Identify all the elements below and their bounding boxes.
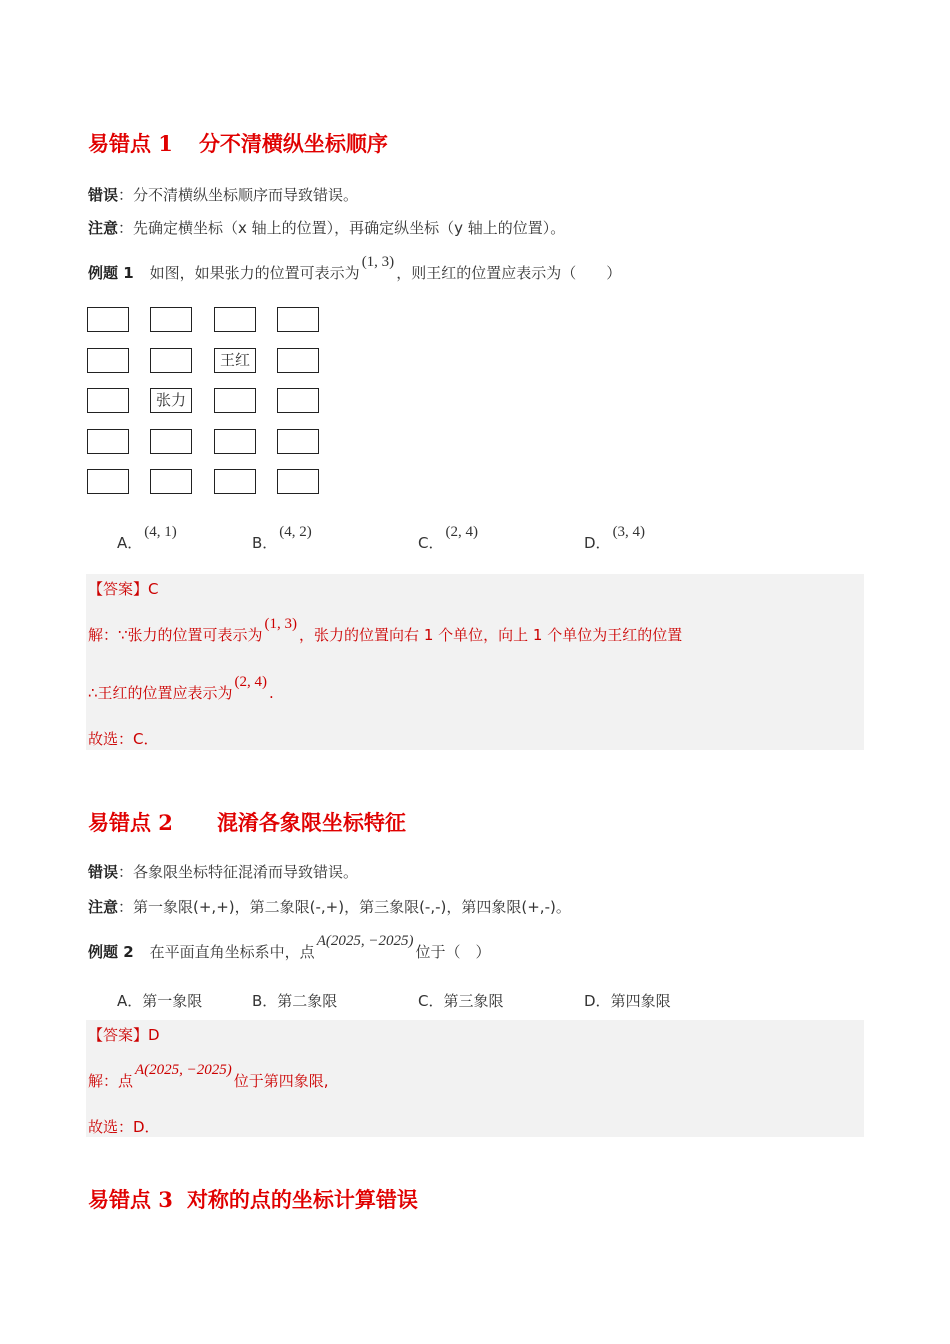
error-label: 错误 bbox=[88, 863, 119, 881]
option-value: (2, 4) bbox=[445, 524, 478, 540]
example-2-label: 例题 2 bbox=[88, 943, 134, 961]
option-a[interactable] bbox=[117, 990, 202, 1011]
section-3-heading-label: 易错点 3 bbox=[88, 1187, 173, 1212]
grid-seat bbox=[150, 348, 192, 373]
option-value: 第四象限 bbox=[610, 992, 671, 1010]
section-1-heading-title: 分不清横纵坐标顺序 bbox=[198, 131, 388, 156]
option-letter: B． bbox=[252, 534, 278, 552]
option-d[interactable] bbox=[584, 990, 671, 1011]
section-2-error-line bbox=[88, 861, 358, 882]
grid-seat bbox=[214, 307, 256, 332]
grid-seat bbox=[87, 307, 129, 332]
note-label: 注意 bbox=[88, 898, 119, 916]
grid-seat bbox=[214, 429, 256, 454]
option-value: (4, 2) bbox=[279, 524, 312, 540]
grid-seat bbox=[87, 429, 129, 454]
answer-2-tag: 【答案】D bbox=[88, 1026, 160, 1044]
solution-math: A(2025, −2025) bbox=[135, 1062, 232, 1078]
option-letter: C． bbox=[418, 992, 444, 1010]
grid-seat bbox=[87, 469, 129, 494]
section-2-heading-label: 易错点 2 bbox=[88, 810, 173, 835]
section-1-error-line bbox=[88, 184, 358, 205]
solution-text: ，张力的位置向右 1 个单位，向上 1 个单位为王红的位置 bbox=[299, 626, 683, 644]
grid-seat-zhang-li: 张力 bbox=[150, 388, 192, 413]
grid-seat bbox=[150, 429, 192, 454]
answer-1-choose: 故选：C． bbox=[88, 730, 159, 748]
answer-1-solution-line-1 bbox=[88, 616, 683, 645]
example-1-text-1: 如图，如果张力的位置可表示为 bbox=[149, 264, 360, 282]
answer-2-choose: 故选：D． bbox=[88, 1118, 160, 1136]
example-2-text-1: 在平面直角坐标系中，点 bbox=[149, 943, 315, 961]
option-letter: B． bbox=[252, 992, 278, 1010]
grid-seat bbox=[277, 307, 319, 332]
option-letter: D． bbox=[584, 534, 611, 552]
section-3-heading-title: 对称的点的坐标计算错误 bbox=[186, 1187, 418, 1212]
note-text: ：先确定横坐标（x 轴上的位置），再确定纵坐标（y 轴上的位置）。 bbox=[118, 219, 566, 237]
error-label: 错误 bbox=[88, 186, 119, 204]
grid-seat bbox=[150, 307, 192, 332]
option-value: 第三象限 bbox=[443, 992, 504, 1010]
option-letter: A． bbox=[117, 534, 143, 552]
section-1-heading-label: 易错点 1 bbox=[88, 131, 173, 156]
example-2-math: A(2025, −2025) bbox=[316, 933, 414, 949]
error-text: ：分不清横纵坐标顺序而导致错误。 bbox=[118, 186, 359, 204]
solution-text: 解：∵张力的位置可表示为 bbox=[88, 626, 263, 644]
answer-2-solution-line-1 bbox=[88, 1062, 329, 1091]
option-b[interactable] bbox=[252, 990, 337, 1011]
solution-math: (1, 3) bbox=[264, 616, 298, 632]
example-1-text-2: ，则王红的位置应表示为（ ） bbox=[396, 264, 622, 282]
option-d[interactable] bbox=[584, 524, 647, 553]
option-letter: A． bbox=[117, 992, 143, 1010]
section-2-note-line bbox=[88, 896, 571, 917]
example-1-math: (1, 3) bbox=[361, 254, 395, 270]
grid-seat bbox=[87, 348, 129, 373]
section-2-heading bbox=[88, 807, 406, 837]
example-1-label: 例题 1 bbox=[88, 264, 134, 282]
note-text: ：第一象限(+,+)，第二象限(-,+)，第三象限(-,-)，第四象限(+,-)。 bbox=[118, 898, 571, 916]
solution-text: ∴王红的位置应表示为 bbox=[88, 684, 233, 702]
section-2-heading-title: 混淆各象限坐标特征 bbox=[216, 810, 406, 835]
option-value: 第二象限 bbox=[277, 992, 338, 1010]
option-value: (3, 4) bbox=[612, 524, 646, 540]
grid-seat-wang-hong: 王红 bbox=[214, 348, 256, 373]
solution-math: (2, 4) bbox=[234, 674, 268, 690]
grid-seat bbox=[87, 388, 129, 413]
option-value: (4, 1) bbox=[144, 524, 177, 540]
option-a[interactable] bbox=[117, 524, 179, 553]
error-text: ：各象限坐标特征混淆而导致错误。 bbox=[118, 863, 359, 881]
grid-seat bbox=[214, 469, 256, 494]
option-value: 第一象限 bbox=[142, 992, 203, 1010]
section-1-heading bbox=[88, 128, 388, 158]
option-b[interactable] bbox=[252, 524, 314, 553]
option-letter: C． bbox=[418, 534, 444, 552]
example-2-text-2: 位于（ ） bbox=[415, 943, 491, 961]
grid-seat bbox=[277, 429, 319, 454]
section-3-heading bbox=[88, 1184, 418, 1214]
grid-seat bbox=[214, 388, 256, 413]
option-letter: D． bbox=[584, 992, 611, 1010]
grid-seat bbox=[277, 388, 319, 413]
grid-seat bbox=[277, 348, 319, 373]
example-1-question bbox=[88, 254, 622, 283]
grid-seat bbox=[277, 469, 319, 494]
option-c[interactable] bbox=[418, 990, 504, 1011]
grid-seat bbox=[150, 469, 192, 494]
solution-text: 位于第四象限, bbox=[233, 1072, 329, 1090]
solution-text: . bbox=[269, 684, 274, 702]
note-label: 注意 bbox=[88, 219, 119, 237]
option-c[interactable] bbox=[418, 524, 480, 553]
answer-1-tag: 【答案】C bbox=[88, 580, 159, 598]
answer-1-solution-line-2 bbox=[88, 674, 274, 703]
example-2-question bbox=[88, 933, 491, 962]
section-1-note-line bbox=[88, 217, 565, 238]
solution-text: 解：点 bbox=[88, 1072, 134, 1090]
answer-panel-1 bbox=[86, 574, 864, 750]
